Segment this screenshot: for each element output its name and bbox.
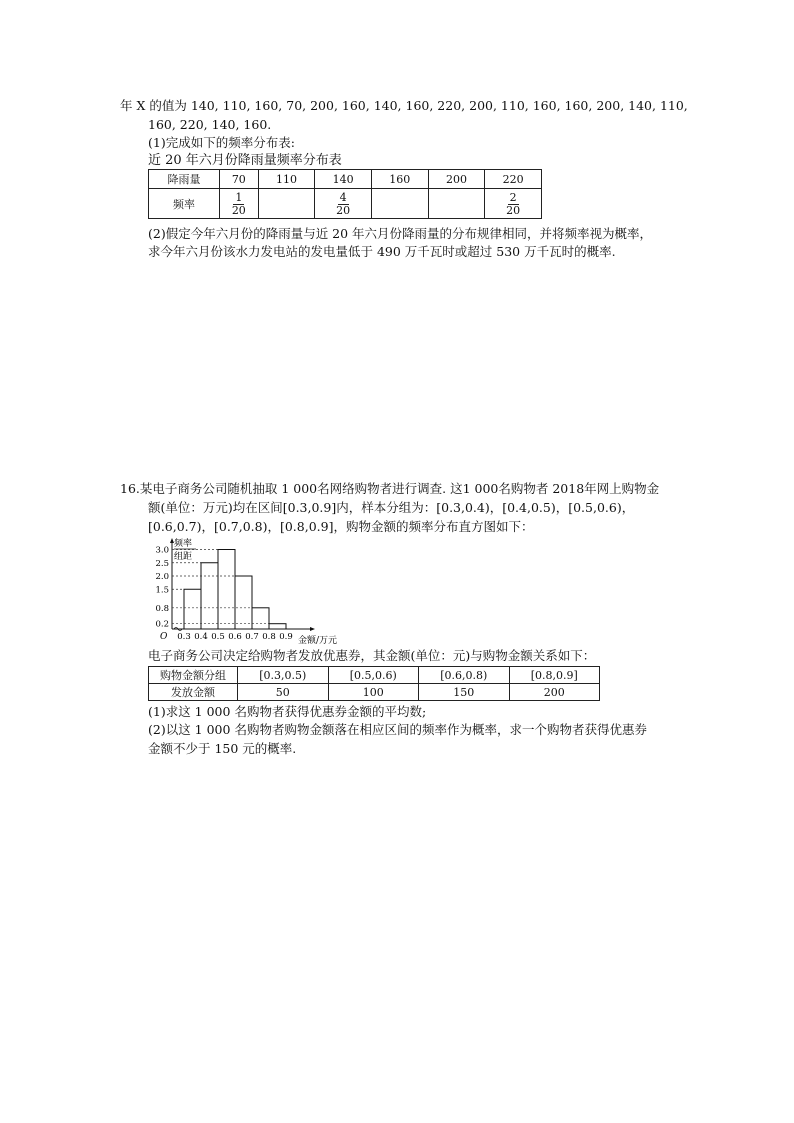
histogram-bar — [201, 563, 218, 629]
q16-line1: 16.某电子商务公司随机抽取 1 000名网络购物者进行调查. 这1 000名购物者 2018年网上购物金 — [120, 481, 660, 496]
coupon-amount-cell: 50 — [238, 684, 329, 701]
origin-label: O — [160, 632, 168, 642]
frequency-cell-empty — [258, 189, 315, 219]
x-tick-label: 0.4 — [194, 632, 208, 642]
coupon-amount-cell: 200 — [509, 684, 600, 701]
q16-sub2-line1: (2)以这 1 000 名购物者购物金额落在相应区间的频率作为概率，求一个购物者获得优惠券 — [148, 722, 647, 737]
x-axis-arrow — [310, 627, 315, 631]
frequency-cell-empty — [428, 189, 485, 219]
q15-sub2-line2: 求今年六月份该水力发电站的发电量低于 490 万千瓦时或超过 530 万千瓦时的概率. — [148, 244, 616, 259]
frequency-cell — [315, 189, 372, 219]
coupon-group-cell: [0.3,0.5) — [238, 667, 329, 684]
histogram-bar — [218, 550, 235, 630]
frequency-histogram — [140, 535, 360, 647]
q15-table-title: 近 20 年六月份降雨量频率分布表 — [148, 153, 342, 168]
frequency-cell — [485, 189, 542, 219]
frac-num: 2 — [509, 190, 517, 204]
coupon-amount-cell: 100 — [328, 684, 419, 701]
histogram-bar — [269, 624, 286, 629]
frac-den: 20 — [231, 203, 246, 217]
x-tick-label: 0.7 — [245, 632, 259, 642]
histogram-bar — [235, 576, 252, 629]
rainfall-cell: 220 — [485, 170, 542, 189]
x-tick-label: 0.8 — [262, 632, 276, 642]
y-tick-label: 3.0 — [155, 545, 169, 556]
frequency-row-label: 频率 — [149, 189, 220, 219]
frequency-cell-empty — [371, 189, 428, 219]
histogram-bar — [252, 608, 269, 629]
histogram-bar — [184, 589, 201, 629]
q16-after-chart: 电子商务公司决定给购物者发放优惠券，其金额(单位：元)与购物金额关系如下： — [148, 648, 596, 663]
frac-den: 20 — [506, 203, 521, 217]
coupon-header-label: 购物金额分组 — [149, 667, 238, 684]
frequency-cell — [220, 189, 259, 219]
frac-num: 4 — [339, 190, 347, 204]
coupon-amount-label: 发放金额 — [149, 684, 238, 701]
frac-den: 20 — [336, 203, 351, 217]
q16-sub2-line2: 金额不少于 150 元的概率. — [148, 741, 297, 756]
rainfall-cell: 110 — [258, 170, 315, 189]
q15-line2: 160, 220, 140, 160. — [148, 117, 272, 132]
rainfall-cell: 200 — [428, 170, 485, 189]
x-tick-label: 0.9 — [279, 632, 293, 642]
y-axis-label-top: 频率 — [174, 539, 193, 549]
q16-line2: 额(单位：万元)均在区间[0.3,0.9]内，样本分组为：[0.3,0.4)，[0.4,0.5)，[0.5,0.6)， — [148, 500, 635, 515]
q15-sub2-line1: (2)假定今年六月份的降雨量与近 20 年六月份降雨量的分布规律相同，并将频率视为概率， — [148, 226, 653, 241]
x-axis-label: 金额/万元 — [298, 636, 338, 646]
rainfall-cell: 140 — [315, 170, 372, 189]
coupon-group-cell: [0.5,0.6) — [328, 667, 419, 684]
rainfall-frequency-table — [148, 169, 542, 219]
q16-sub1: (1)求这 1 000 名购物者获得优惠券金额的平均数; — [148, 704, 427, 719]
y-tick-label: 2.5 — [155, 558, 169, 569]
q15-line1: 年 X 的值为 140, 110, 160, 70, 200, 160, 140, 160, 220, 200, 110, 160, 160, 200, 140, 110, — [120, 98, 688, 113]
q15-sub1: (1)完成如下的频率分布表: — [148, 135, 295, 150]
x-tick-label: 0.5 — [211, 632, 225, 642]
y-tick-label: 1.5 — [155, 585, 169, 596]
x-tick-label: 0.3 — [177, 632, 191, 642]
coupon-table — [148, 666, 600, 701]
rainfall-row-label: 降雨量 — [149, 170, 220, 189]
y-tick-label: 0.8 — [155, 603, 169, 614]
y-axis-label-bottom: 组距 — [174, 552, 193, 562]
y-tick-label: 2.0 — [155, 572, 169, 582]
coupon-group-cell: [0.8,0.9] — [509, 667, 600, 684]
x-tick-label: 0.6 — [228, 632, 242, 642]
y-tick-label: 0.2 — [155, 619, 169, 630]
rainfall-cell: 70 — [220, 170, 259, 189]
coupon-group-cell: [0.6,0.8) — [419, 667, 510, 684]
rainfall-cell: 160 — [371, 170, 428, 189]
q16-line3: [0.6,0.7)，[0.7,0.8)，[0.8,0.9]，购物金额的频率分布直方图如下： — [148, 519, 534, 534]
frac-num: 1 — [235, 190, 243, 204]
coupon-amount-cell: 150 — [419, 684, 510, 701]
